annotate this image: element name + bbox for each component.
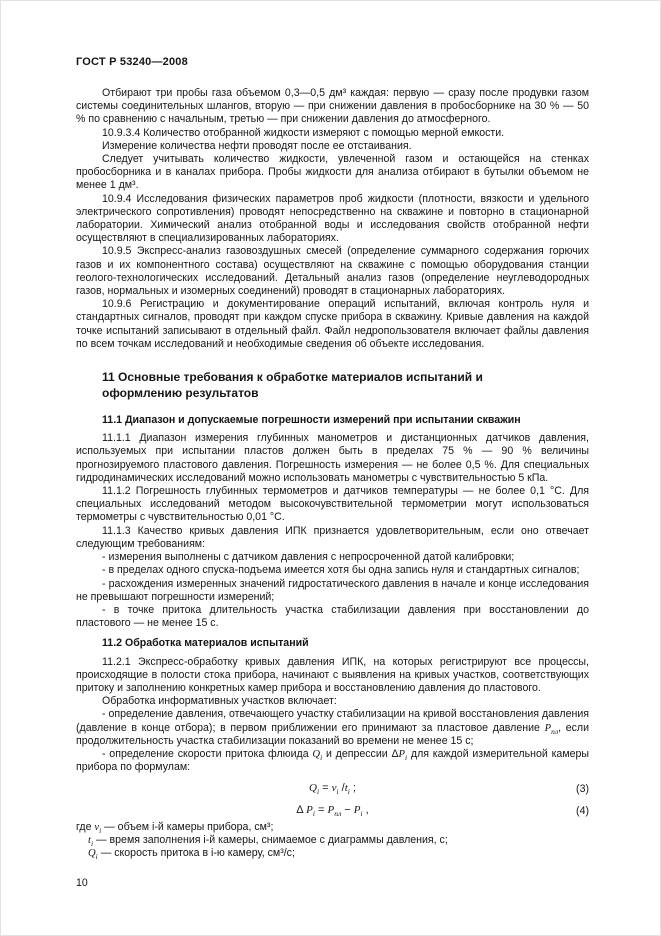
equation-subscript: i [312, 808, 315, 818]
equation-punctuation: ; [349, 782, 356, 795]
paragraph: 10.9.5 Экспресс-анализ газовоздушных смесей (определение суммарного содержания горючих газов и их компонентного состава) осуществляют на скважине с помощью оборудования станции геолого-технологических исследований. Детальный анализ газов (определение неуглеводородных газов, нормальных и изомерных соединений) проводят в стационарных лабораториях. [76, 245, 589, 298]
paragraph: 11.1.3 Качество кривых давления ИПК признается удовлетворительным, если оно отвечает следующим требованиям: [76, 524, 589, 550]
equation-operator: − [341, 803, 354, 816]
equation-subscript: i [347, 787, 350, 797]
equation-4 [76, 804, 589, 817]
variable-subscript: i [99, 825, 102, 835]
where-text: где [76, 820, 95, 833]
variable-p: P [544, 722, 552, 734]
list-item [76, 748, 589, 774]
paragraph: Обработка информативных участков включает: [102, 695, 337, 708]
list-item-text: и депрессии Δ [322, 747, 399, 760]
equation-term: Q [309, 782, 317, 795]
list-item: - в точке притока длительность участка стабилизации давления при восстановлении до пластового — не менее 15 с. [76, 603, 589, 630]
where-definition [76, 834, 589, 847]
where-text: — время заполнения i-й камеры, снимаемое с диаграммы давления, с; [93, 833, 448, 846]
equation-number: (4) [576, 804, 589, 817]
equation-3 [76, 782, 589, 795]
equation-subscript: i [336, 787, 339, 797]
list-item [76, 708, 589, 748]
paragraph: 11.1.1 Диапазон измерения глубинных манометров и дистанционных датчиков давления, используемых при испытании пластов должен быть в пределах 75 % — 90 % величины прогнозируемого пластового давления. Погрешность измерения — не более 0,5 %. Для специальных гидродинамических исследований можно использовать манометры с чувствительностью 5 кПа. [76, 432, 589, 484]
document-header: ГОСТ Р 53240—2008 [76, 56, 188, 68]
variable-p: P [398, 748, 406, 760]
equation-term: v [331, 782, 337, 795]
where-definition [76, 847, 589, 860]
list-item-text: для каждой измерительной камеры прибора по формулам: [76, 747, 590, 774]
where-text: — скорость притока в i-ю камеру, см³/с; [97, 847, 295, 860]
paragraph: 11.2.1 Экспресс-обработку кривых давления ИПК, на которых регистрируют все процессы, происходящие в полости стока прибора, начинают с выявления на кривых участков, соответствующих притоку и заполнению конкретных камер прибора и восстановлению давления до пластового. [76, 655, 589, 694]
variable-subscript: пл [551, 726, 559, 736]
equation-operator: / [338, 782, 345, 795]
section-heading: 11 Основные требования к обработке материалов испытаний и оформлению результатов [102, 370, 483, 400]
list-item: - расхождения измеренных значений гидростатического давления в начале и конце исследования не превышают погрешности измерений; [76, 577, 589, 603]
paragraph: Измерение количества нефти проводят после ее отстаивания. [102, 139, 412, 152]
equation-term: t [344, 782, 348, 795]
page-number: 10 [76, 877, 88, 889]
where-definition [76, 821, 589, 834]
paragraph: 10.9.3.4 Количество отобранной жидкости измеряют с помощью мерной емкости. [102, 126, 505, 139]
equation-subscript: i [316, 787, 320, 797]
document-body [76, 87, 589, 860]
equation-term: P [306, 803, 313, 816]
equation-operator: Δ [296, 803, 307, 816]
equation-punctuation: , [362, 803, 369, 816]
equation-term: P [353, 803, 361, 816]
variable-q: Q [88, 848, 96, 860]
variable-subscript: i [320, 753, 323, 763]
equation-operator: = [314, 803, 328, 816]
equation-term: P [327, 803, 335, 816]
equation-subscript: пл [334, 808, 342, 818]
paragraph: 10.9.4 Исследования физических параметров проб жидкости (плотности, вязкости и удельного электрического сопротивления) проводят непосредственно на скважине и повторно в стационарной лаборатории. Химический анализ отобранной воды и исследования свойств отобранной нефти осуществляют в специализированных лабораториях. [76, 192, 589, 245]
equation-operator: = [319, 782, 332, 795]
list-item: - измерения выполнены с датчиком давления с непросроченной датой калибровки; [102, 551, 515, 564]
equation-subscript: i [360, 808, 363, 818]
list-item-text: - определение давления, отвечающего участку стабилизации на кривой восстановления давления (давление в конце отбора); в первом приближении его принимают за пластовое давление [76, 708, 589, 734]
paragraph: Следует учитывать количество жидкости, увлеченной газом и остающейся на стенках пробосборника и в каналах прибора. Пробы жидкости для анализа отбирают в бутылки объемом не менее 1 дм³. [76, 153, 589, 192]
variable-q: Q [312, 748, 321, 760]
list-item: - в пределах одного спуска-подъема имеется хотя бы одна запись нуля и стандартных сигналов; [102, 564, 580, 577]
variable-subscript: i [405, 753, 408, 763]
variable-subscript: i [95, 852, 98, 862]
subsection-heading: 11.1 Диапазон и допускаемые погрешности измерений при испытании скважин [102, 414, 521, 427]
paragraph: 10.9.6 Регистрацию и документирование операций испытаний, включая контроль нуля и стандартных сигналов, проводят при каждом спуске прибора в скважину. Кривые давления на каждой точке испытаний записывают в отдельный файл. Файл недропользователя включает файлы давления по всем точкам исследований и необходимые сведения об объекте исследования. [76, 298, 589, 350]
list-item-text: , если продолжительность участка стабилизации показаний во времени не менее 15 с; [76, 721, 589, 747]
variable-subscript: i [90, 839, 94, 849]
paragraph: 11.1.2 Погрешность глубинных термометров и датчиков температуры — не более 0,1 °С. Для специальных исследований методом высокочувствительной термометрии могут использоваться термометры с чувствительностью 0,01 °С. [76, 485, 589, 524]
subsection-heading: 11.2 Обработка материалов испытаний [102, 637, 309, 650]
list-item-text: - определение скорости притока флюида [102, 747, 313, 760]
paragraph: Отбирают три пробы газа объемом 0,3—0,5 дм³ каждая: первую — сразу после продувки газом системы соединительных шлангов, вторую — при снижении давления в пробосборнике на 30 % — 50 % по сравнению с начальным, третью — при снижении давления до атмосферного. [76, 87, 589, 126]
equation-number: (3) [576, 783, 589, 796]
variable-t: t [88, 834, 91, 846]
where-text: — объем i-й камеры прибора, см³; [101, 820, 274, 833]
variable-v: v [94, 821, 100, 833]
